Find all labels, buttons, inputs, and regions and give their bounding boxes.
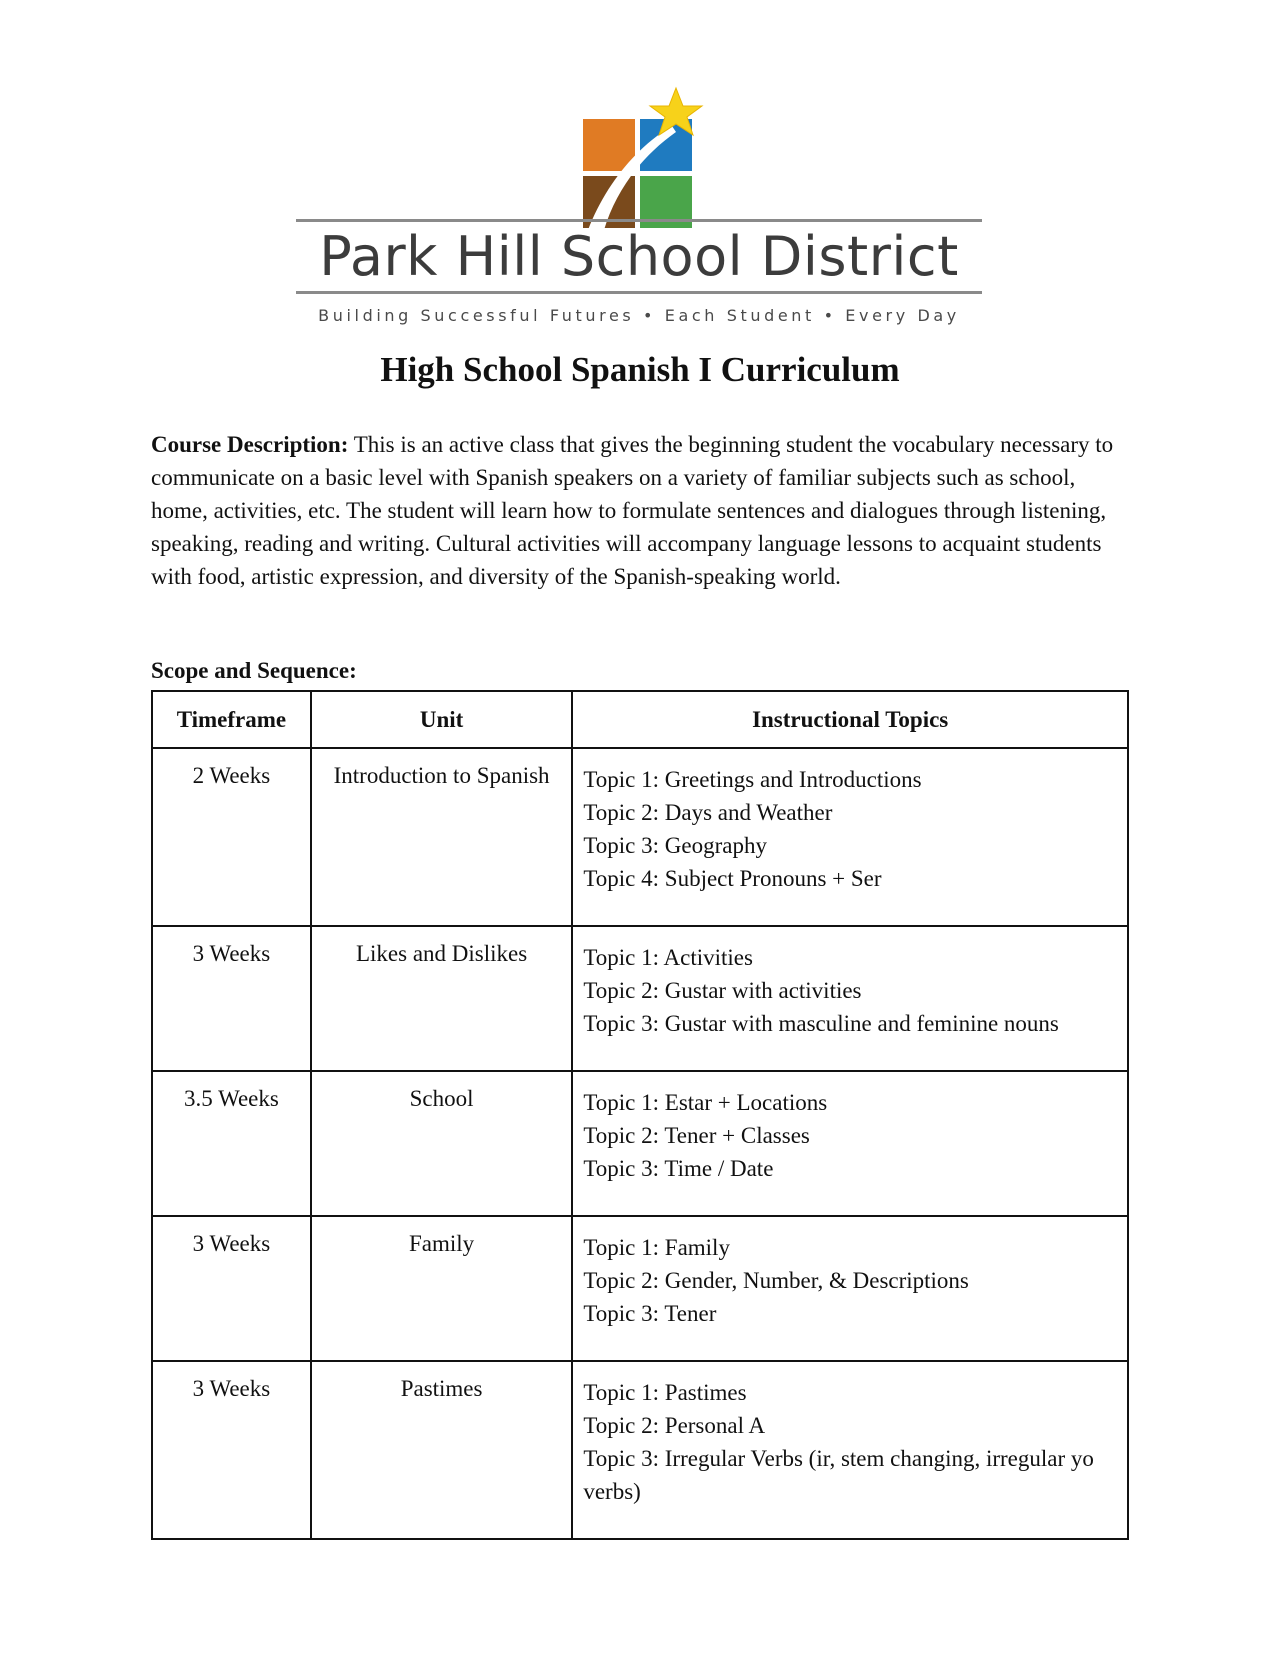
topic-item: Topic 4: Subject Pronouns + Ser bbox=[583, 866, 882, 891]
topic-item: Topic 2: Days and Weather bbox=[583, 800, 833, 825]
topic-item: Topic 3: Geography bbox=[583, 833, 767, 858]
district-name: Park Hill School District bbox=[319, 225, 959, 288]
unit-cell: Introduction to Spanish bbox=[311, 748, 573, 926]
unit-cell: Pastimes bbox=[311, 1361, 573, 1539]
scope-and-sequence-table bbox=[151, 690, 1129, 1540]
district-logo-icon bbox=[580, 86, 710, 230]
topic-item: Topic 1: Greetings and Introductions bbox=[583, 767, 922, 792]
topics-cell bbox=[572, 1071, 1128, 1216]
topic-item: Topic 1: Activities bbox=[583, 945, 753, 970]
column-header-timeframe: Timeframe bbox=[152, 691, 311, 748]
scope-and-sequence-label: Scope and Sequence: bbox=[151, 658, 357, 683]
district-tagline: Building Successful Futures • Each Student • Every Day bbox=[318, 306, 960, 325]
timeframe-cell: 3 Weeks bbox=[152, 1216, 311, 1361]
topics-cell bbox=[572, 1216, 1128, 1361]
topic-item: Topic 3: Time / Date bbox=[583, 1156, 774, 1181]
column-header-topics: Instructional Topics bbox=[572, 691, 1128, 748]
timeframe-cell: 3 Weeks bbox=[152, 926, 311, 1071]
logo-orange-square bbox=[583, 119, 635, 171]
topics-cell bbox=[572, 1361, 1128, 1539]
topic-item: Topic 3: Irregular Verbs (ir, stem changing, irregular yo verbs) bbox=[583, 1446, 1094, 1504]
topics-cell bbox=[572, 748, 1128, 926]
topic-item: Topic 1: Estar + Locations bbox=[583, 1090, 828, 1115]
table-header-row bbox=[152, 691, 1128, 748]
timeframe-cell: 3 Weeks bbox=[152, 1361, 311, 1539]
header-rule-bottom bbox=[296, 291, 982, 294]
topics-cell bbox=[572, 926, 1128, 1071]
unit-cell: Family bbox=[311, 1216, 573, 1361]
unit-cell: Likes and Dislikes bbox=[311, 926, 573, 1071]
header-rule-top bbox=[296, 219, 982, 222]
page-title: High School Spanish I Curriculum bbox=[380, 350, 900, 389]
timeframe-cell: 3.5 Weeks bbox=[152, 1071, 311, 1216]
course-description-label: Course Description: bbox=[151, 432, 349, 457]
district-logo bbox=[0, 0, 1280, 340]
topic-item: Topic 1: Pastimes bbox=[583, 1380, 747, 1405]
topic-item: Topic 2: Gustar with activities bbox=[583, 978, 862, 1003]
course-description-text: This is an active class that gives the beginning student the vocabulary necessary to communicate on a basic level with Spanish speakers on a variety of familiar subjects such as school, home, activities, etc. The student will learn how to formulate sentences and dialogues through listening, speaking, reading and writing. Cultural activities will accompany language lessons to acquaint students with food, artistic expression, and diversity of the Spanish-speaking world. bbox=[151, 432, 1114, 589]
topic-item: Topic 1: Family bbox=[583, 1235, 730, 1260]
course-description bbox=[151, 428, 1126, 593]
table-row bbox=[152, 748, 1128, 926]
table-row bbox=[152, 1216, 1128, 1361]
table-row bbox=[152, 1071, 1128, 1216]
unit-cell: School bbox=[311, 1071, 573, 1216]
topic-item: Topic 3: Tener bbox=[583, 1301, 717, 1326]
topic-item: Topic 3: Gustar with masculine and feminine nouns bbox=[583, 1011, 1059, 1036]
topic-item: Topic 2: Tener + Classes bbox=[583, 1123, 810, 1148]
column-header-unit: Unit bbox=[311, 691, 573, 748]
table-row bbox=[152, 1361, 1128, 1539]
table-row bbox=[152, 926, 1128, 1071]
timeframe-cell: 2 Weeks bbox=[152, 748, 311, 926]
topic-item: Topic 2: Gender, Number, & Descriptions bbox=[583, 1268, 969, 1293]
topic-item: Topic 2: Personal A bbox=[583, 1413, 766, 1438]
